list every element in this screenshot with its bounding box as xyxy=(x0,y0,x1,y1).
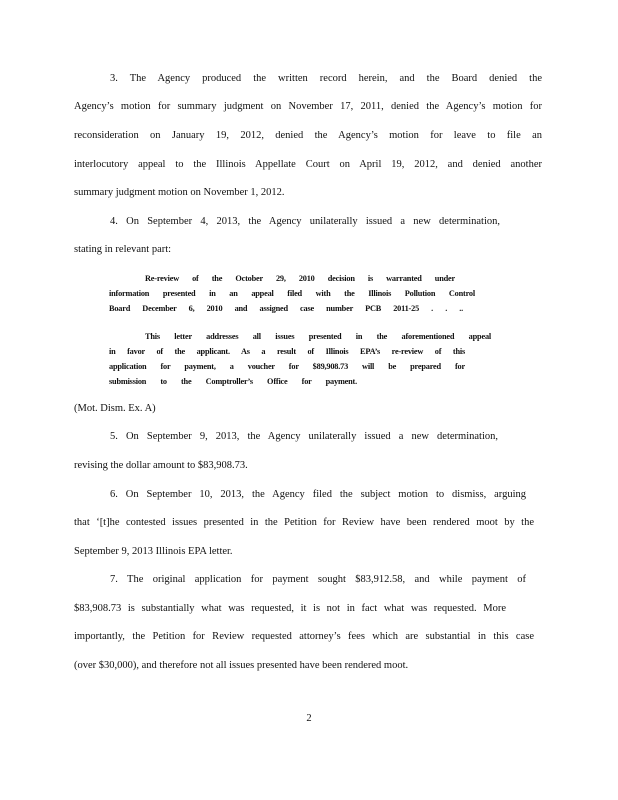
text-line: 6. On September 10, 2013, the Agency filed the subject motion to dismiss, arguing xyxy=(110,489,526,500)
text-line: Agency’s motion for summary judgment on November 17, 2011, denied the Agency’s motion for xyxy=(74,101,542,112)
text-line: September 9, 2013 Illinois EPA letter. xyxy=(74,546,233,557)
quote-line: Re-review of the October 29, 2010 decision is warranted under xyxy=(145,274,455,283)
text-line: 5. On September 9, 2013, the Agency unilaterally issued a new determination, xyxy=(110,431,498,442)
citation: (Mot. Dism. Ex. A) xyxy=(74,403,156,414)
text-line: $83,908.73 is substantially what was requested, it is not in fact what was requested. More xyxy=(74,603,506,614)
text-line: 3. The Agency produced the written record herein, and the Board denied the xyxy=(110,73,542,84)
quote-line: application for payment, a voucher for $89,908.73 will be prepared for xyxy=(109,362,465,371)
quote-line: This letter addresses all issues presented in the aforementioned appeal xyxy=(145,332,491,341)
page-number: 2 xyxy=(306,713,312,724)
text-line: that ‘[t]he contested issues presented in the Petition for Review have been rendered moot by the xyxy=(74,517,534,528)
quote-line: information presented in an appeal filed with the Illinois Pollution Control xyxy=(109,289,475,298)
quote-line: Board December 6, 2010 and assigned case number PCB 2011-25 . . .. xyxy=(109,304,463,313)
text-line: reconsideration on January 19, 2012, denied the Agency’s motion for leave to file an xyxy=(74,130,542,141)
quote-line: submission to the Comptroller’s Office for payment. xyxy=(109,377,357,386)
text-line: 7. The original application for payment sought $83,912.58, and while payment of xyxy=(110,574,526,585)
quote-line: in favor of the applicant. As a result of Illinois EPA’s re-review of this xyxy=(109,347,465,356)
text-line: importantly, the Petition for Review requested attorney’s fees which are substantial in this case xyxy=(74,631,534,642)
text-line: stating in relevant part: xyxy=(74,244,172,255)
text-line: (over $30,000), and therefore not all issues presented have been rendered moot. xyxy=(74,660,409,671)
text-line: 4. On September 4, 2013, the Agency unilaterally issued a new determination, xyxy=(110,216,500,227)
text-line: interlocutory appeal to the Illinois Appellate Court on April 19, 2012, and denied another xyxy=(74,159,542,170)
text-line: summary judgment motion on November 1, 2012. xyxy=(74,187,285,198)
text-line: revising the dollar amount to $83,908.73. xyxy=(74,460,248,471)
